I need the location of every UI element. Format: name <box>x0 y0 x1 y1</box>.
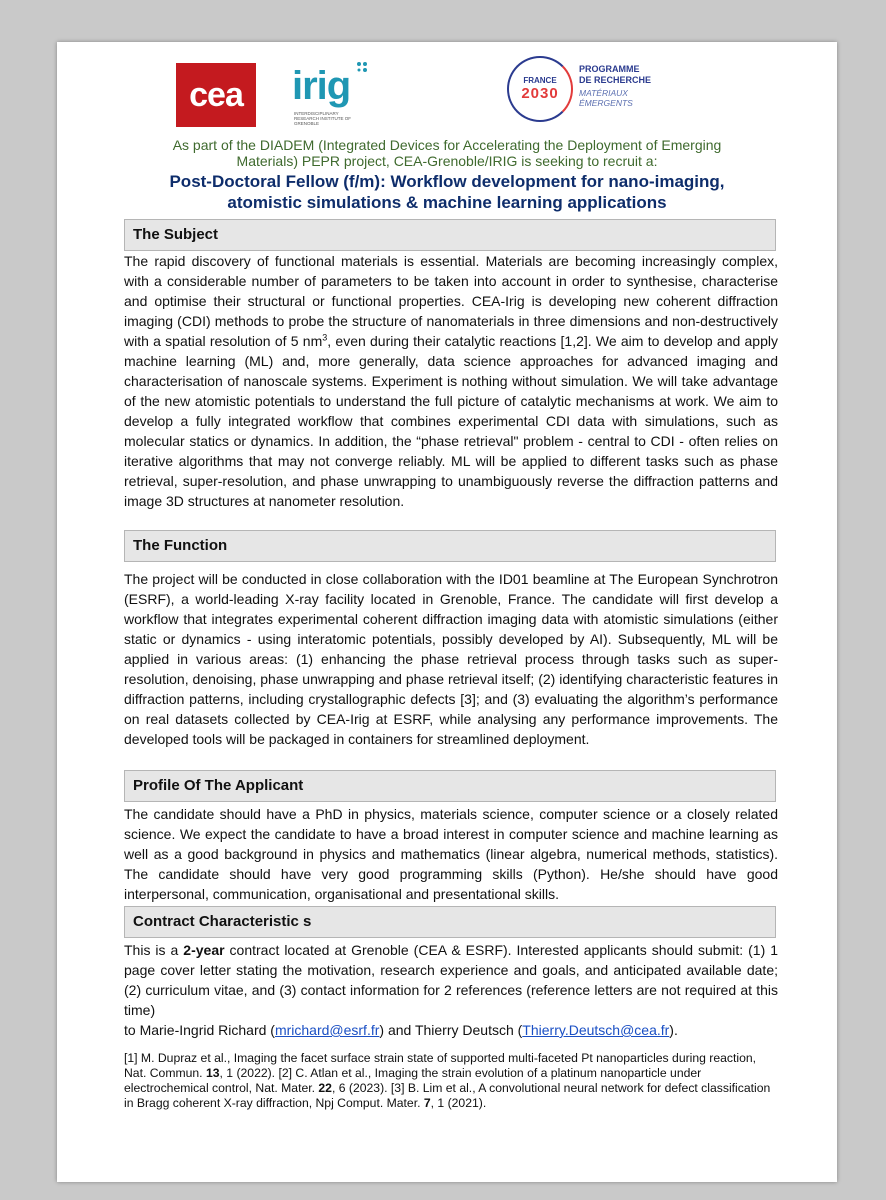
irig-logo-subtitle: INTERDISCIPLINARY RESEARCH INSTITUTE OF GRENOBLE <box>294 111 352 126</box>
subject-text: The rapid discovery of functional materials is essential. Materials are becoming increasingly complex, with a considerable number of parameters to be taken into account in order to synthesise, characterise and optimise their structural or functional properties. CEA-Irig is developing new coherent diffraction imaging (CDI) methods to probe the structure of nanomaterials in three dimensions and non-destructively with a spatial resolution of 5 $nm^3$, even during their catalytic reactions [1,2]. We aim to develop and apply machine learning (ML) and, more generally, data science approaches for advanced imaging and characterisation of nanoscale systems. Experiment is nothing without simulation. We will take advantage of the new atomistic potentials to understand the full picture of catalytic mechanisms at work. We aim to develop a fully integrated workflow that combines experimental CDI data with simulations, such as molecular statics or dynamics. In addition, the “phase retrieval" problem - central to CDI - often relies on iterative algorithms that may not converge reliably. ML will be applied to different tasks such as phase retrieval, super-resolution, and phase unwrapping to unambiguously reverse the diffraction patterns and image 3D structures at nanometer resolution. <box>124 253 778 509</box>
france-year: 2030 <box>521 85 559 102</box>
irig-logo <box>292 60 372 128</box>
cea-logo-text: cea <box>189 75 243 114</box>
intro-text: As part of the DIADEM (Integrated Devices for Accelerating the Deployment of Emerging Materials) PEPR project, CEA-Grenoble/IRIG is seeking to recruit a: <box>172 137 722 169</box>
email-link-deutsch[interactable]: Thierry.Deutsch@cea.fr <box>522 1022 670 1038</box>
contract-text <box>124 940 778 1040</box>
france-2030-logo <box>507 56 687 130</box>
programme-label: PROGRAMME DE RECHERCHE <box>579 64 652 85</box>
document-page <box>57 42 837 1182</box>
contact-line: to Marie-Ingrid Richard (mrichard@esrf.fr) and Thierry Deutsch (Thierry.Deutsch@cea.fr). <box>124 1022 678 1038</box>
profile-text: The candidate should have a PhD in physics, materials science, computer science or a closely related science. We expect the candidate to have a broad interest in computer science and machine learning as well as a good background in physics and mathematics (linear algebra, numerical methods, statistics). The candidate should have very good programming skills (Python). He/she should have good interpersonal, communication, organisational and presentational skills. <box>124 806 778 902</box>
email-link-richard[interactable]: mrichard@esrf.fr <box>274 1022 380 1038</box>
irig-logo-text: irig <box>292 64 351 108</box>
irig-dots-icon <box>354 60 370 84</box>
contract-paragraph: This is a 2-year contract located at Grenoble (CEA & ESRF). Interested applicants should submit: (1) 1 page cover letter stating the motivation, research experience and goals, and anticipated available date; (2) curriculum vitae, and (3) contact information for 2 references (reference letters are not required at this time) <box>124 942 779 1018</box>
contract-heading: Contract Characteristic s <box>124 906 776 938</box>
function-text: The project will be conducted in close collaboration with the ID01 beamline at The European Synchrotron (ESRF), a world-leading X-ray facility located in Grenoble, France. The candidate will first develop a workflow that integrates experimental coherent diffraction imaging data with atomistic simulations (either static or dynamics - using interatomic potentials, possibly developed by AI). Subsequently, ML will be applied in various areas: (1) enhancing the phase retrieval process through tasks such as super-resolution, denoising, phase unwrapping and phase retrieval itself; (2) identifying characteristic features in diffraction patterns, including crystallographic defects [3]; and (3) evaluating the algorithm’s performance on real datasets collected by CEA-Irig at ESRF, while analysing any performance improvements. The developed tools will be packaged in containers for streamlined deployment. <box>124 571 778 747</box>
programme-topic: MATÉRIAUX ÉMERGENTS <box>579 88 633 108</box>
profile-heading: Profile Of The Applicant <box>124 770 776 802</box>
function-heading: The Function <box>124 530 776 562</box>
cea-logo <box>176 63 256 127</box>
france-label: FRANCE <box>523 76 557 85</box>
job-title: Post-Doctoral Fellow (f/m): Workflow development for nano-imaging, atomistic simulations & machine learning applications <box>169 172 725 212</box>
france-2030-emblem <box>507 56 573 122</box>
subject-heading: The Subject <box>124 219 776 251</box>
references: [1] M. Dupraz et al., Imaging the facet surface strain state of supported multi-faceted Pt nanoparticles during reaction, Nat. Commun. 13, 1 (2022). [2] C. Atlan et al., Imaging the strain evolution of a platinum nanoparticle under electrochemical control, Nat. Mater. 22, 6 (2023). [3] B. Lim et al., A convolutional neural network for defect classification in Bragg coherent X-ray diffraction, Npj Comput. Mater. 7, 1 (2021). <box>124 1051 771 1110</box>
